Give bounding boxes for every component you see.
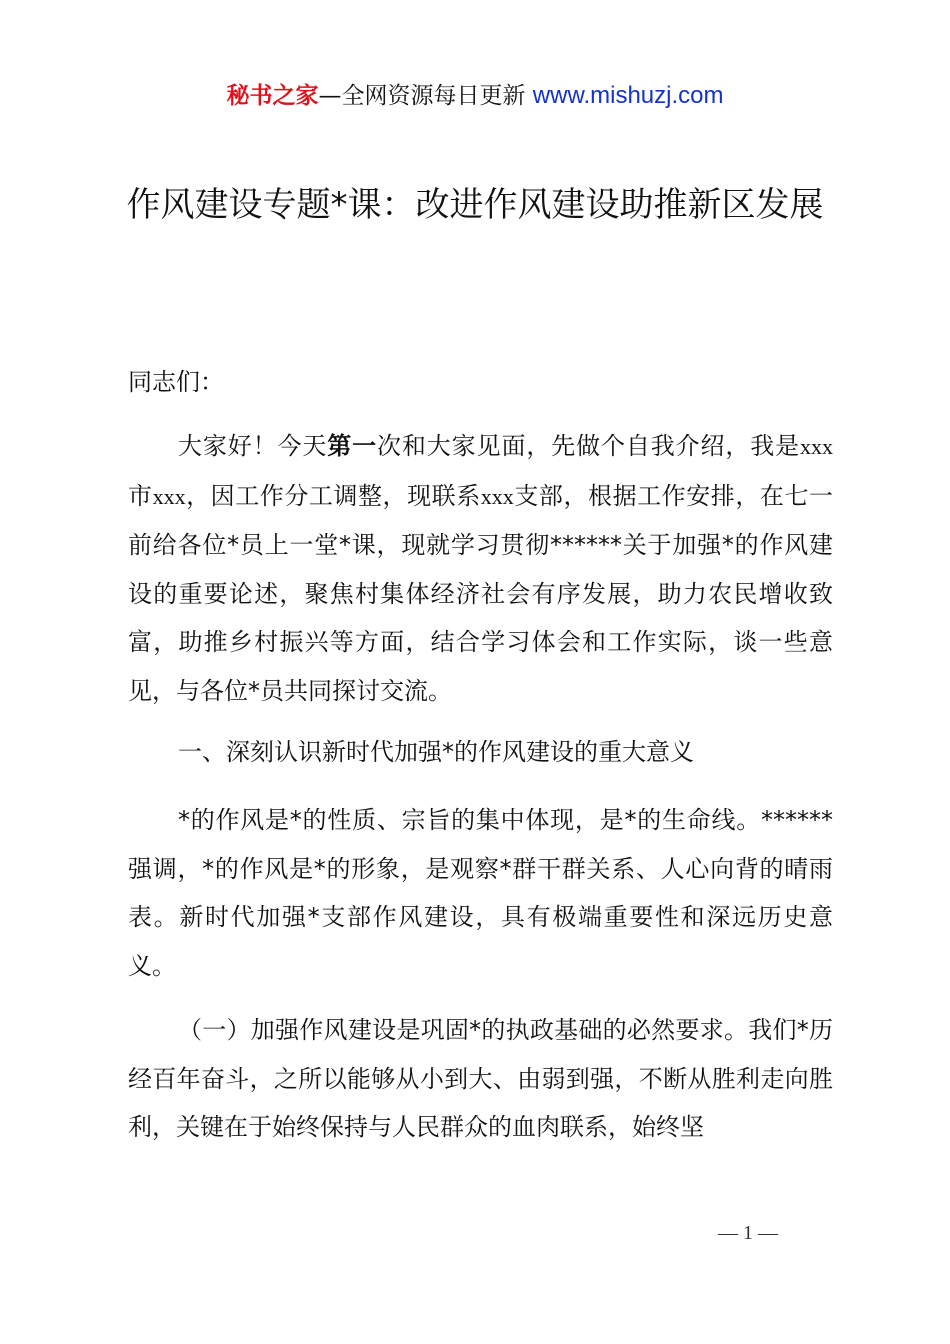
paragraph-text: ，因工作分工调整，现联系 <box>185 481 481 510</box>
salutation: 同志们： <box>128 368 224 396</box>
paragraph-text: 支部，根据工作安排，在七一前给各位*员上一堂*课，现就学习贯彻******关于加强*的作风建设的重要论述，聚焦村集体经济社会有序发展，助力农民增收致富，助推乡村振兴等方面，结合学习体会和工作实际，谈一些意见，与各位*员共同探讨交流。 <box>128 481 834 705</box>
document-title: 作风建设专题*课：改进作风建设助推新区发展 <box>126 185 824 225</box>
placeholder-text: xxx <box>800 434 834 459</box>
site-header <box>0 80 950 112</box>
placeholder-text: xxx <box>480 483 514 509</box>
page-number: — 1 — <box>718 1222 778 1244</box>
paragraph-text: 市 <box>128 481 153 510</box>
paragraph-foundation: （一）加强作风建设是巩固*的执政基础的必然要求。我们*历经百年奋斗，之所以能够从小到大、由弱到强，不断从胜利走向胜利，关键在于始终保持与人民群众的血肉联系，始终坚 <box>128 1016 833 1141</box>
section-heading: 一、深刻认识新时代加强*的作风建设的重大意义 <box>178 738 694 766</box>
paragraph-introduction <box>128 422 833 715</box>
site-brand: 秘书之家 <box>226 83 319 109</box>
paragraph-text: 大家好！今天 <box>178 432 328 460</box>
paragraph-significance: *的作风是*的性质、宗旨的集中体现，是*的生命线。******强调，*的作风是*的形象，是观察*群干群关系、人心向背的晴雨表。新时代加强*支部作风建设，具有极端重要性和深远历史意义。 <box>128 806 833 980</box>
emphasis-text: 第一 <box>327 432 378 460</box>
paragraph-text: 次和大家见面，先做个自我介绍，我是 <box>377 432 801 460</box>
site-url-link[interactable]: www.mishuzj.com <box>532 82 724 109</box>
site-tagline: —全网资源每日更新 <box>318 83 526 109</box>
placeholder-text: xxx <box>152 483 186 509</box>
